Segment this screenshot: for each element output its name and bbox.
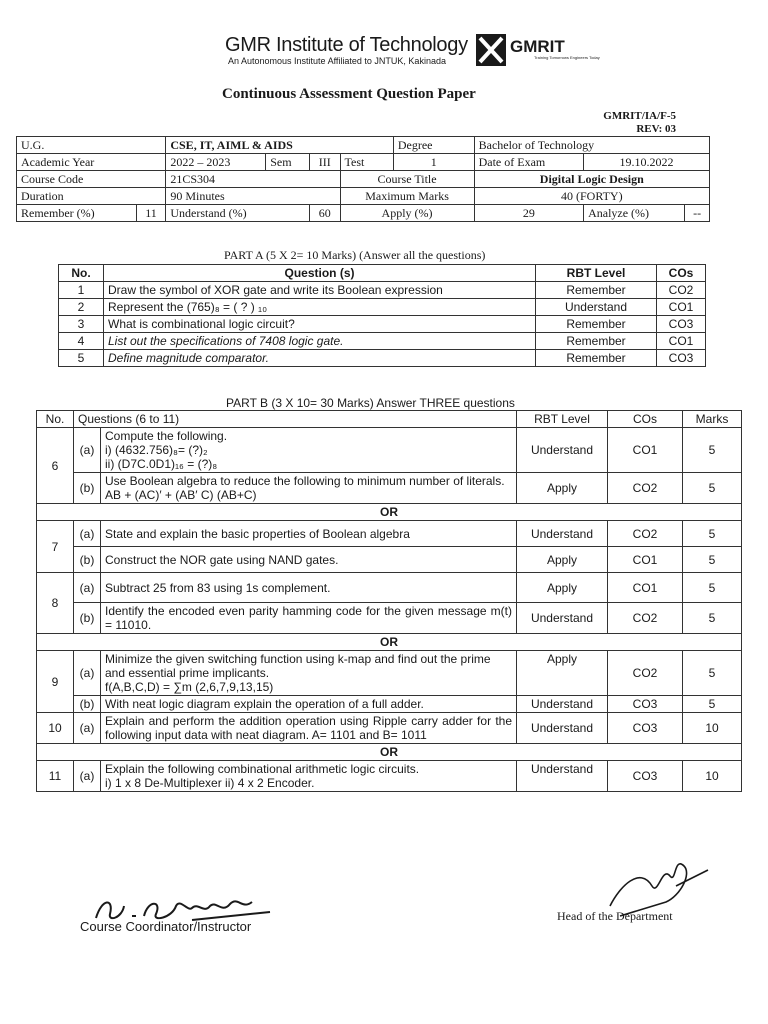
- rbt-level: Apply: [517, 573, 608, 603]
- q11a-line2: i) 1 x 8 De-Multiplexer ii) 4 x 2 Encoder.: [105, 776, 315, 790]
- table-row: [37, 713, 742, 744]
- part-label: (a): [74, 573, 101, 603]
- part-label: (a): [74, 761, 101, 792]
- mm-value: 40 (FORTY): [474, 188, 709, 205]
- q6a-line1: Compute the following.: [105, 429, 228, 443]
- part-a-header-no: No.: [59, 265, 104, 282]
- table-row: [37, 473, 742, 504]
- co: CO2: [608, 603, 683, 634]
- q6b-line1: Use Boolean algebra to reduce the following to minimum number of literals.: [105, 474, 505, 488]
- part-b-title: PART B (3 X 10= 30 Marks) Answer THREE questions: [226, 396, 515, 410]
- question-no: 4: [59, 333, 104, 350]
- question-text: [101, 761, 517, 792]
- question-text: Explain and perform the addition operation using Ripple carry adder for the following input data with neat diagram. A= 1101 and B= 1011: [101, 713, 517, 744]
- part-label: (a): [74, 651, 101, 696]
- marks: 10: [683, 713, 742, 744]
- co: CO3: [657, 316, 706, 333]
- part-a-header-co: COs: [657, 265, 706, 282]
- question-text: Represent the (765)₈ = ( ? ) ₁₀: [104, 299, 536, 316]
- gmrit-logo: [474, 32, 600, 68]
- marks: 5: [683, 603, 742, 634]
- co: CO2: [608, 473, 683, 504]
- marks: 5: [683, 651, 742, 696]
- part-label: (b): [74, 547, 101, 573]
- question-text: [101, 428, 517, 473]
- question-no: 11: [37, 761, 74, 792]
- q11a-line1: Explain the following combinational arithmetic logic circuits.: [105, 762, 420, 776]
- question-no: 10: [37, 713, 74, 744]
- marks: 5: [683, 547, 742, 573]
- remember-label: Remember (%): [17, 205, 137, 222]
- program-cell: U.G.: [17, 137, 166, 154]
- question-no: 5: [59, 350, 104, 367]
- rbt-level: Understand: [517, 696, 608, 713]
- duration-label: Duration: [17, 188, 166, 205]
- question-text: [101, 651, 517, 696]
- doe-label: Date of Exam: [474, 154, 583, 171]
- question-no: 3: [59, 316, 104, 333]
- part-label: (b): [74, 696, 101, 713]
- table-row: [59, 299, 706, 316]
- ct-label: Course Title: [340, 171, 474, 188]
- rbt-level: Remember: [536, 350, 657, 367]
- q9a-line2: f(A,B,C,D) = ∑m (2,6,7,9,13,15): [105, 680, 274, 694]
- table-row: [37, 761, 742, 792]
- or-label: OR: [37, 744, 742, 761]
- ay-label: Academic Year: [17, 154, 166, 171]
- ay-value: 2022 – 2023: [166, 154, 266, 171]
- marks: 5: [683, 696, 742, 713]
- part-b-header-co: COs: [608, 411, 683, 428]
- part-label: (b): [74, 603, 101, 634]
- mm-label: Maximum Marks: [340, 188, 474, 205]
- question-text: State and explain the basic properties of Boolean algebra: [101, 521, 517, 547]
- question-text: [101, 473, 517, 504]
- q9a-line1: Minimize the given switching function using k-map and find out the prime and essential prime implicants.: [105, 652, 491, 680]
- part-a-title: PART A (5 X 2= 10 Marks) (Answer all the questions): [224, 248, 486, 262]
- rbt-level: Understand: [517, 428, 608, 473]
- q6a-line2: i) (4632.756)₈= (?)₂: [105, 443, 208, 457]
- co: CO1: [608, 573, 683, 603]
- part-b-header-marks: Marks: [683, 411, 742, 428]
- marks: 5: [683, 473, 742, 504]
- rbt-level: Understand: [517, 603, 608, 634]
- test-value: 1: [393, 154, 474, 171]
- question-text: What is combinational logic circuit?: [104, 316, 536, 333]
- part-b-table: [36, 410, 742, 792]
- paper-title: Continuous Assessment Question Paper: [222, 86, 476, 102]
- co: CO3: [608, 696, 683, 713]
- sem-label: Sem: [266, 154, 310, 171]
- question-no: 6: [37, 428, 74, 504]
- part-a-table: [58, 264, 706, 367]
- duration-value: 90 Minutes: [166, 188, 340, 205]
- table-row: [59, 316, 706, 333]
- coordinator-label: Course Coordinator/Instructor: [80, 919, 252, 934]
- table-row: [37, 651, 742, 696]
- table-row: [59, 282, 706, 299]
- table-row: [37, 603, 742, 634]
- question-text: Construct the NOR gate using NAND gates.: [101, 547, 517, 573]
- rbt-level: Understand: [517, 761, 608, 792]
- table-row: [59, 350, 706, 367]
- degree-label: Degree: [393, 137, 474, 154]
- question-text: Identify the encoded even parity hamming code for the given message m(t) = 11010.: [101, 603, 517, 634]
- co: CO2: [608, 651, 683, 696]
- institute-name: GMR Institute of Technology: [225, 34, 468, 56]
- cc-value: 21CS304: [166, 171, 340, 188]
- degree-value: Bachelor of Technology: [474, 137, 709, 154]
- ct-value: Digital Logic Design: [474, 171, 709, 188]
- co: CO3: [608, 713, 683, 744]
- question-no: 7: [37, 521, 74, 573]
- part-label: (a): [74, 713, 101, 744]
- co: CO3: [657, 350, 706, 367]
- rbt-level: Remember: [536, 333, 657, 350]
- co: CO3: [608, 761, 683, 792]
- question-no: 9: [37, 651, 74, 713]
- or-label: OR: [37, 634, 742, 651]
- rbt-level: Understand: [517, 713, 608, 744]
- rbt-level: Apply: [517, 473, 608, 504]
- or-label: OR: [37, 504, 742, 521]
- q6b-line2: AB + (AC)′ + (AB′ C) (AB+C): [105, 488, 257, 502]
- marks: 5: [683, 521, 742, 547]
- part-b-header-question: Questions (6 to 11): [74, 411, 517, 428]
- understand-value: 60: [310, 205, 340, 222]
- logo-tagline: Training Tomorrows Engineers Today: [534, 55, 600, 60]
- question-text: Define magnitude comparator.: [104, 350, 536, 367]
- table-row: [37, 696, 742, 713]
- co: CO1: [657, 333, 706, 350]
- sem-value: III: [310, 154, 340, 171]
- question-no: 2: [59, 299, 104, 316]
- form-code: [603, 110, 676, 136]
- rbt-level: Remember: [536, 316, 657, 333]
- apply-label: Apply (%): [340, 205, 474, 222]
- marks: 10: [683, 761, 742, 792]
- rbt-level: Apply: [517, 651, 608, 696]
- co: CO1: [608, 547, 683, 573]
- part-a-header-rbt: RBT Level: [536, 265, 657, 282]
- question-no: 8: [37, 573, 74, 634]
- hod-label: Head of the Department: [557, 909, 673, 923]
- co: CO2: [657, 282, 706, 299]
- rbt-level: Remember: [536, 282, 657, 299]
- analyze-value: --: [685, 205, 710, 222]
- co: CO2: [608, 521, 683, 547]
- logo-text: GMRIT: [510, 37, 565, 56]
- remember-value: 11: [136, 205, 166, 222]
- table-row: [37, 547, 742, 573]
- institute-subtitle: An Autonomous Institute Affiliated to JNTUK, Kakinada: [228, 56, 446, 66]
- cc-label: Course Code: [17, 171, 166, 188]
- test-label: Test: [340, 154, 393, 171]
- part-label: (a): [74, 521, 101, 547]
- question-no: 1: [59, 282, 104, 299]
- part-b-header-rbt: RBT Level: [517, 411, 608, 428]
- co: CO1: [657, 299, 706, 316]
- part-a-header-question: Question (s): [104, 265, 536, 282]
- marks: 5: [683, 428, 742, 473]
- rbt-level: Apply: [517, 547, 608, 573]
- analyze-label: Analyze (%): [584, 205, 685, 222]
- branches-cell: CSE, IT, AIML & AIDS: [166, 137, 394, 154]
- question-text: Draw the symbol of XOR gate and write its Boolean expression: [104, 282, 536, 299]
- table-row: [37, 521, 742, 547]
- question-text: With neat logic diagram explain the operation of a full adder.: [101, 696, 517, 713]
- marks: 5: [683, 573, 742, 603]
- question-text: Subtract 25 from 83 using 1s complement.: [101, 573, 517, 603]
- doe-value: 19.10.2022: [584, 154, 710, 171]
- or-separator: [37, 634, 742, 651]
- or-separator: [37, 504, 742, 521]
- question-text: List out the specifications of 7408 logic gate.: [104, 333, 536, 350]
- part-label: (a): [74, 428, 101, 473]
- revision-text: REV: 03: [636, 123, 676, 135]
- part-label: (b): [74, 473, 101, 504]
- table-row: [37, 573, 742, 603]
- table-row: [59, 333, 706, 350]
- part-b-header-no: No.: [37, 411, 74, 428]
- q6a-line3: ii) (D7C.0D1)₁₆ = (?)₈: [105, 457, 218, 471]
- table-row: [37, 428, 742, 473]
- rbt-level: Understand: [536, 299, 657, 316]
- rbt-level: Understand: [517, 521, 608, 547]
- apply-value: 29: [474, 205, 583, 222]
- or-separator: [37, 744, 742, 761]
- understand-label: Understand (%): [166, 205, 310, 222]
- co: CO1: [608, 428, 683, 473]
- form-code-text: GMRIT/IA/F-5: [603, 110, 676, 122]
- course-info-table: [16, 136, 710, 222]
